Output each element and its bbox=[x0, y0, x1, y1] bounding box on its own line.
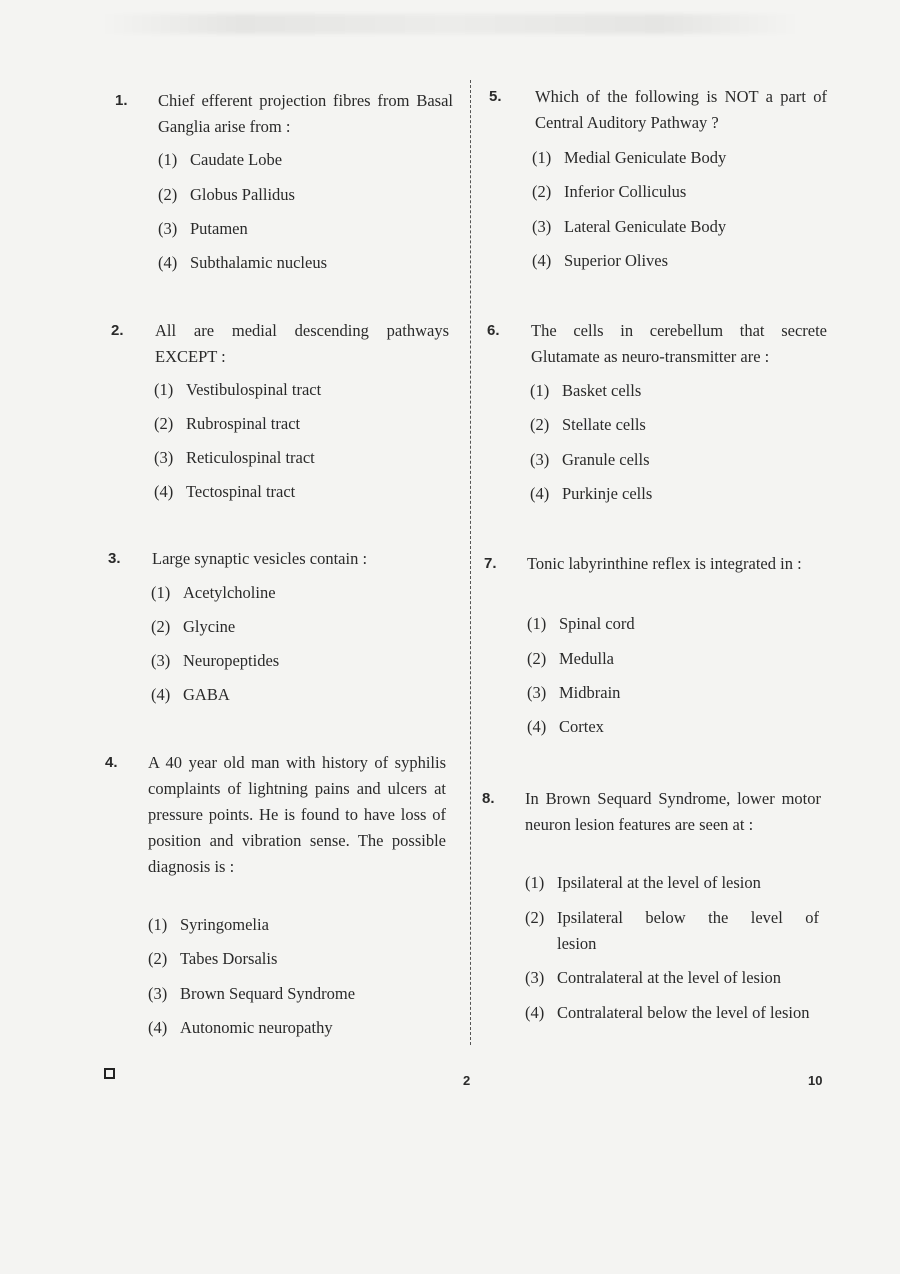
option-number: (3) bbox=[151, 651, 171, 670]
option-number: (4) bbox=[154, 482, 174, 501]
question-number: 5. bbox=[489, 88, 502, 105]
option-number: (3) bbox=[527, 683, 547, 702]
question-number: 6. bbox=[487, 322, 500, 339]
option-number: (4) bbox=[148, 1018, 168, 1037]
option-text: Spinal cord bbox=[559, 614, 635, 633]
footer-square-icon bbox=[104, 1068, 115, 1079]
option[interactable] bbox=[530, 481, 652, 507]
option[interactable] bbox=[154, 411, 300, 437]
question-stem: All are medial descending pathways EXCEPT : bbox=[155, 321, 449, 366]
option-text: Purkinje cells bbox=[562, 484, 653, 503]
option-text: Tectospinal tract bbox=[186, 482, 296, 501]
option[interactable] bbox=[527, 714, 604, 740]
question-number: 2. bbox=[111, 322, 124, 339]
option-text: Midbrain bbox=[559, 683, 621, 702]
option-text: Contralateral at the level of lesion bbox=[557, 968, 782, 987]
option[interactable] bbox=[532, 248, 668, 274]
option-number: (2) bbox=[527, 649, 547, 668]
option[interactable] bbox=[525, 905, 819, 957]
option[interactable] bbox=[148, 946, 277, 972]
option-text: GABA bbox=[183, 685, 230, 704]
option-text: Superior Olives bbox=[564, 251, 669, 270]
option-text: Ipsilateral below the level of lesion bbox=[557, 908, 819, 953]
question-number: 4. bbox=[105, 754, 118, 771]
option[interactable] bbox=[154, 377, 321, 403]
option-text: Globus Pallidus bbox=[190, 185, 295, 204]
option-number: (1) bbox=[532, 148, 552, 167]
option[interactable] bbox=[154, 445, 315, 471]
option-number: (4) bbox=[527, 717, 547, 736]
option-text: Caudate Lobe bbox=[190, 150, 283, 169]
option-number: (4) bbox=[151, 685, 171, 704]
option-number: (4) bbox=[158, 253, 178, 272]
option-text: Cortex bbox=[559, 717, 604, 736]
option[interactable] bbox=[532, 145, 726, 171]
option-text: Subthalamic nucleus bbox=[190, 253, 328, 272]
question-stem: Chief efferent projection fibres from Basal Ganglia arise from : bbox=[158, 91, 453, 136]
option-number: (1) bbox=[151, 583, 171, 602]
scan-noise bbox=[100, 14, 800, 34]
option-number: (2) bbox=[530, 415, 550, 434]
column-divider bbox=[470, 80, 471, 1045]
question-stem: A 40 year old man with history of syphilis complaints of lightning pains and ulcers at pressure points. He is found to have loss of position and vibration sense. The possible diagnosis is : bbox=[148, 753, 446, 876]
option-number: (1) bbox=[527, 614, 547, 633]
option-text: Ipsilateral at the level of lesion bbox=[557, 873, 761, 892]
option[interactable] bbox=[527, 646, 614, 672]
option[interactable] bbox=[148, 912, 269, 938]
option[interactable] bbox=[527, 611, 635, 637]
option[interactable] bbox=[158, 147, 282, 173]
option-text: Syringomelia bbox=[180, 915, 269, 934]
option[interactable] bbox=[158, 250, 327, 276]
option-text: Glycine bbox=[183, 617, 236, 636]
option-text: Medial Geniculate Body bbox=[564, 148, 727, 167]
option-text: Putamen bbox=[190, 219, 248, 238]
option[interactable] bbox=[525, 870, 819, 896]
option[interactable] bbox=[151, 580, 276, 606]
question-number: 3. bbox=[108, 550, 121, 567]
option-number: (1) bbox=[148, 915, 168, 934]
option-number: (4) bbox=[530, 484, 550, 503]
option[interactable] bbox=[148, 981, 355, 1007]
option-number: (2) bbox=[525, 908, 545, 927]
option-text: Neuropeptides bbox=[183, 651, 280, 670]
option-number: (3) bbox=[530, 450, 550, 469]
page-number-right: 10 bbox=[808, 1073, 823, 1088]
option-text: Basket cells bbox=[562, 381, 642, 400]
option-number: (1) bbox=[158, 150, 178, 169]
option[interactable] bbox=[158, 182, 295, 208]
option-number: (2) bbox=[151, 617, 171, 636]
question-stem: Tonic labyrinthine reflex is integrated in : bbox=[527, 554, 802, 573]
option-text: Lateral Geniculate Body bbox=[564, 217, 727, 236]
question-number: 7. bbox=[484, 555, 497, 572]
option-number: (3) bbox=[532, 217, 552, 236]
option[interactable] bbox=[525, 965, 819, 991]
option-number: (2) bbox=[532, 182, 552, 201]
page-number-center: 2 bbox=[463, 1073, 471, 1088]
option-number: (3) bbox=[154, 448, 174, 467]
option-number: (4) bbox=[525, 1003, 545, 1022]
option[interactable] bbox=[530, 447, 650, 473]
option-number: (2) bbox=[154, 414, 174, 433]
option[interactable] bbox=[151, 648, 279, 674]
option[interactable] bbox=[148, 1015, 333, 1041]
option-text: Contralateral below the level of lesion bbox=[557, 1003, 810, 1022]
option-text: Vestibulospinal tract bbox=[186, 380, 322, 399]
option-number: (3) bbox=[158, 219, 178, 238]
option[interactable] bbox=[154, 479, 295, 505]
option-text: Rubrospinal tract bbox=[186, 414, 301, 433]
option-number: (2) bbox=[158, 185, 178, 204]
question-number: 8. bbox=[482, 790, 495, 807]
option-number: (3) bbox=[148, 984, 168, 1003]
option-number: (4) bbox=[532, 251, 552, 270]
question-stem: The cells in cerebellum that secrete Glutamate as neuro-transmitter are : bbox=[531, 321, 827, 366]
option-text: Tabes Dorsalis bbox=[180, 949, 278, 968]
option-text: Inferior Colliculus bbox=[564, 182, 687, 201]
question-stem: Which of the following is NOT a part of Central Auditory Pathway ? bbox=[535, 87, 827, 132]
question-stem: In Brown Sequard Syndrome, lower motor neuron lesion features are seen at : bbox=[525, 789, 821, 834]
option-number: (3) bbox=[525, 968, 545, 987]
option-number: (2) bbox=[148, 949, 168, 968]
option[interactable] bbox=[151, 614, 235, 640]
option-number: (1) bbox=[530, 381, 550, 400]
option-text: Granule cells bbox=[562, 450, 650, 469]
question-number: 1. bbox=[115, 92, 128, 109]
option-number: (1) bbox=[154, 380, 174, 399]
question-stem: Large synaptic vesicles contain : bbox=[152, 549, 368, 568]
option[interactable] bbox=[530, 412, 646, 438]
option[interactable] bbox=[530, 378, 641, 404]
option-text: Acetylcholine bbox=[183, 583, 276, 602]
option-text: Reticulospinal tract bbox=[186, 448, 315, 467]
option[interactable] bbox=[158, 216, 248, 242]
option-text: Brown Sequard Syndrome bbox=[180, 984, 356, 1003]
option[interactable] bbox=[151, 682, 230, 708]
option-number: (1) bbox=[525, 873, 545, 892]
option-text: Stellate cells bbox=[562, 415, 646, 434]
option[interactable] bbox=[532, 179, 686, 205]
option[interactable] bbox=[532, 214, 726, 240]
option[interactable] bbox=[525, 1000, 819, 1026]
option-text: Autonomic neuropathy bbox=[180, 1018, 333, 1037]
option[interactable] bbox=[527, 680, 620, 706]
option-text: Medulla bbox=[559, 649, 614, 668]
